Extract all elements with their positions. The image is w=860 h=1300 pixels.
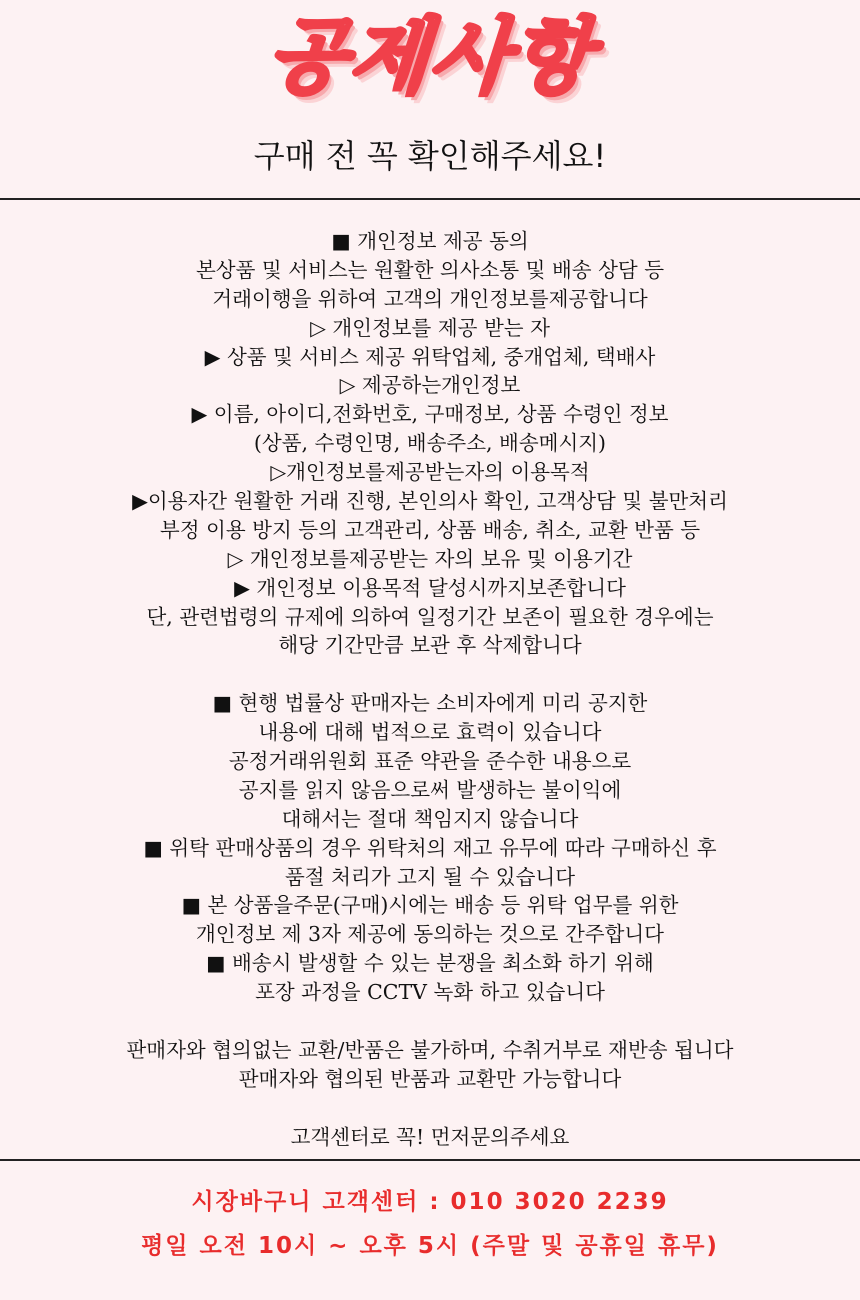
notice-line: 부정 이용 방지 등의 고객관리, 상품 배송, 취소, 교환 반품 등 [159,517,701,542]
bottom-divider [0,1159,860,1161]
business-hours: 평일 오전 10시 ~ 오후 5시 (주말 및 공휴일 휴무) [141,1233,719,1259]
top-divider [0,198,860,200]
notice-line: ▷개인정보를제공받는자의 이용목적 [270,460,590,485]
notice-line: 판매자와 협의없는 교환/반품은 불가하며, 수취거부로 재반송 됩니다 [126,1037,734,1062]
notice-line: ▶ 개인정보 이용목적 달성시까지보존합니다 [234,575,626,600]
notice-line: ▷ 개인정보를 제공 받는 자 [310,315,550,340]
notice-line: 대해서는 절대 책임지지 않습니다 [281,806,579,831]
notice-line: ■ 본 상품을주문(구매)시에는 배송 등 위탁 업무를 위한 [181,893,679,918]
notice-line: 내용에 대해 법적으로 효력이 있습니다 [258,720,602,745]
notice-line: 판매자와 협의된 반품과 교환만 가능합니다 [238,1066,622,1091]
notice-body [0,227,860,1152]
notice-line: 거래이행을 위하여 고객의 개인정보를제공합니다 [212,286,648,311]
customer-center-footer [0,1180,860,1268]
notice-line: ■ 현행 법률상 판매자는 소비자에게 미리 공지한 [212,691,648,716]
legal-notice-section [0,689,860,1007]
section-spacer [0,1094,860,1123]
page-title: 공제사항 [264,10,596,105]
notice-line: 공정거래위원회 표준 약관을 준수한 내용으로 [228,749,632,774]
customer-center-phone: 시장바구니 고객센터 : 010 3020 2239 [191,1189,669,1215]
page-subtitle: 구매 전 꼭 확인해주세요! [253,137,607,175]
notice-line: 포장 과정을 CCTV 녹화 하고 있습니다 [255,980,605,1005]
notice-line: ▶이용자간 원활한 거래 진행, 본인의사 확인, 고객상담 및 불만처리 [132,489,728,514]
notice-line: 고객센터로 꼭! 먼저문의주세요 [290,1124,570,1149]
section-spacer [0,1007,860,1036]
notice-line: 본상품 및 서비스는 원활한 의사소통 및 배송 상담 등 [196,257,664,282]
notice-line: 공지를 읽지 않음으로써 발생하는 불이익에 [238,777,622,802]
notice-line: ▶ 이름, 아이디,전화번호, 구매정보, 상품 수령인 정보 [191,402,669,427]
section-spacer [0,660,860,689]
notice-line: (상품, 수령인명, 배송주소, 배송메시지) [253,431,607,456]
notice-line: ▷ 제공하는개인정보 [339,373,521,398]
notice-line: 품절 처리가 고지 될 수 있습니다 [284,864,576,889]
notice-line: 개인정보 제 3자 제공에 동의하는 것으로 간주합니다 [195,922,664,947]
notice-line: ■ 배송시 발생할 수 있는 분쟁을 최소화 하기 위해 [206,951,654,976]
notice-line: ■ 개인정보 제공 동의 [331,229,529,253]
notice-line: ▷ 개인정보를제공받는 자의 보유 및 이용기간 [227,546,633,571]
privacy-consent-section [0,227,860,660]
notice-line: ■ 위탁 판매상품의 경우 위탁처의 재고 유무에 따라 구매하신 후 [143,835,717,860]
notice-line: 단, 관련법령의 규제에 의하여 일정기간 보존이 필요한 경우에는 [146,604,714,629]
contact-reminder-section [0,1123,860,1152]
return-policy-section [0,1036,860,1094]
notice-line: ▶ 상품 및 서비스 제공 위탁업체, 중개업체, 택배사 [204,344,656,369]
notice-line: 해당 기간만큼 보관 후 삭제합니다 [278,633,582,658]
title-banner [0,8,860,108]
